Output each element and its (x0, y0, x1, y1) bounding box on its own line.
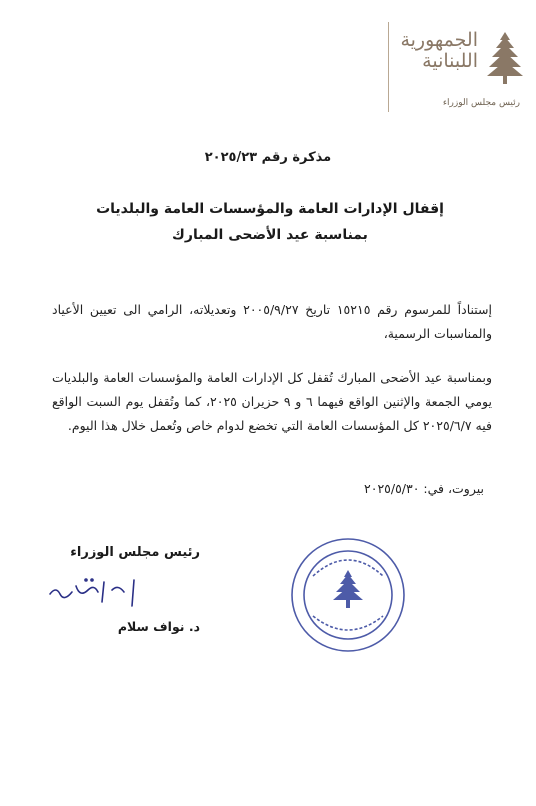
signatory-name: د. نواف سلام (117, 619, 200, 634)
subject-line-1: إقفال الإدارات العامة والمؤسسات العامة والبلديات (96, 201, 444, 217)
letterhead (388, 20, 528, 116)
letterhead-subtitle: رئيس مجلس الوزراء (442, 98, 520, 108)
subject-line-2: بمناسبة عيد الأضحى المبارك (172, 227, 368, 243)
letterhead-title-line2: اللبنانية (422, 50, 478, 72)
body-paragraph-1: إستناداً للمرسوم رقم ١٥٢١٥ تاريخ ٢٠٠٥/٩/٢٧ وتعديلاته، الرامي الى تعيين الأعياد والمناسبات الرسمية، (52, 302, 492, 341)
body-paragraph-2: وبمناسبة عيد الأضحى المبارك تُقفل كل الإدارات العامة والمؤسسات العامة والبلديات يومي الجمعة والإثنين الواقع فيهما ٦ و ٩ حزيران ٢٠٢٥، كما وتُقفل يوم السبت الواقع فيه ٢٠٢٥/٦/٧ كل المؤسسات العامة التي تخضع لدوام خاص وتُعمل خلال هذا اليوم. (52, 370, 492, 433)
official-seal-icon (289, 536, 407, 654)
cedar-tree-icon (486, 30, 524, 86)
signatory-title: رئيس مجلس الوزراء (70, 545, 200, 560)
letterhead-title-line1: الجمهورية (400, 29, 478, 51)
letterhead-title (388, 30, 478, 72)
handwritten-signature (46, 572, 156, 612)
memo-number: مذكرة رقم ٢٠٢٥/٢٣ (204, 150, 332, 165)
memo-subject (60, 196, 480, 248)
date-line: بيروت، في: ٢٠٢٥/٥/٣٠ (364, 481, 484, 496)
